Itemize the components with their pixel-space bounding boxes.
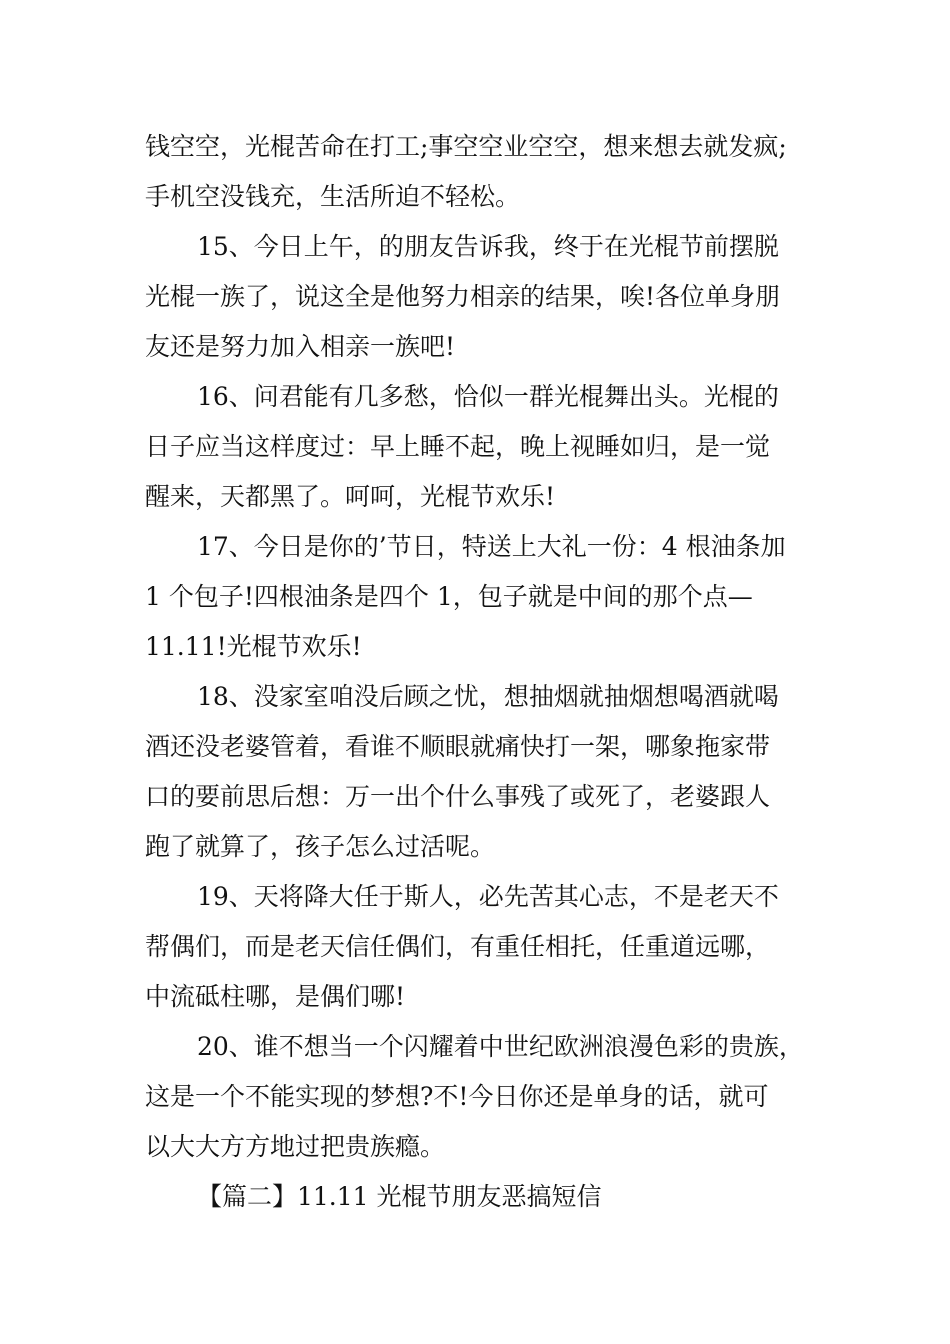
text-line-11: 11.11!光棍节欢乐! [145,632,362,661]
text-line-15: 跑了就算了，孩子怎么过活呢。 [145,832,496,861]
text-line-10: 1 个包子!四根油条是四个 1，包子就是中间的那个点— [145,582,753,611]
text-line-18: 中流砥柱哪，是偶们哪! [145,982,406,1011]
section-heading: 【篇二】11.11 光棍节朋友恶搞短信 [197,1182,602,1211]
text-line-8: 醒来，天都黑了。呵呵，光棍节欢乐! [145,482,556,511]
text-line-13: 酒还没老婆管着，看谁不顺眼就痛快打一架，哪象拖家带 [145,732,771,761]
text-line-1: 钱空空，光棍苦命在打工;事空空业空空，想来想去就发疯; [145,132,787,161]
text-line-20: 这是一个不能实现的梦想?不!今日你还是单身的话，就可 [145,1082,769,1111]
text-line-5: 友还是努力加入相亲一族吧! [145,332,456,361]
text-line-4: 光棍一族了，说这全是他努力相亲的结果，唉!各位单身朋 [145,282,781,311]
text-line-2: 手机空没钱充，生活所迫不轻松。 [145,182,521,211]
text-line-14: 口的要前思后想：万一出个什么事残了或死了，老婆跟人 [145,782,771,811]
text-line-19: 20、谁不想当一个闪耀着中世纪欧洲浪漫色彩的贵族， [197,1032,804,1061]
text-line-16: 19、天将降大任于斯人，必先苦其心志，不是老天不 [197,882,779,911]
text-line-17: 帮偶们，而是老天信任偶们，有重任相托，任重道远哪， [145,932,771,961]
document-body [145,122,810,1222]
text-line-12: 18、没家室咱没后顾之忧，想抽烟就抽烟想喝酒就喝 [197,682,779,711]
text-line-7: 日子应当这样度过：早上睡不起，晚上视睡如归，是一觉 [145,432,771,461]
text-line-21: 以大大方方地过把贵族瘾。 [145,1132,446,1161]
text-line-3: 15、今日上午，的朋友告诉我，终于在光棍节前摆脱 [197,232,779,261]
text-line-9: 17、今日是你的’节日，特送上大礼一份：4 根油条加 [197,532,786,561]
text-line-6: 16、问君能有几多愁，恰似一群光棍舞出头。光棍的 [197,382,779,411]
